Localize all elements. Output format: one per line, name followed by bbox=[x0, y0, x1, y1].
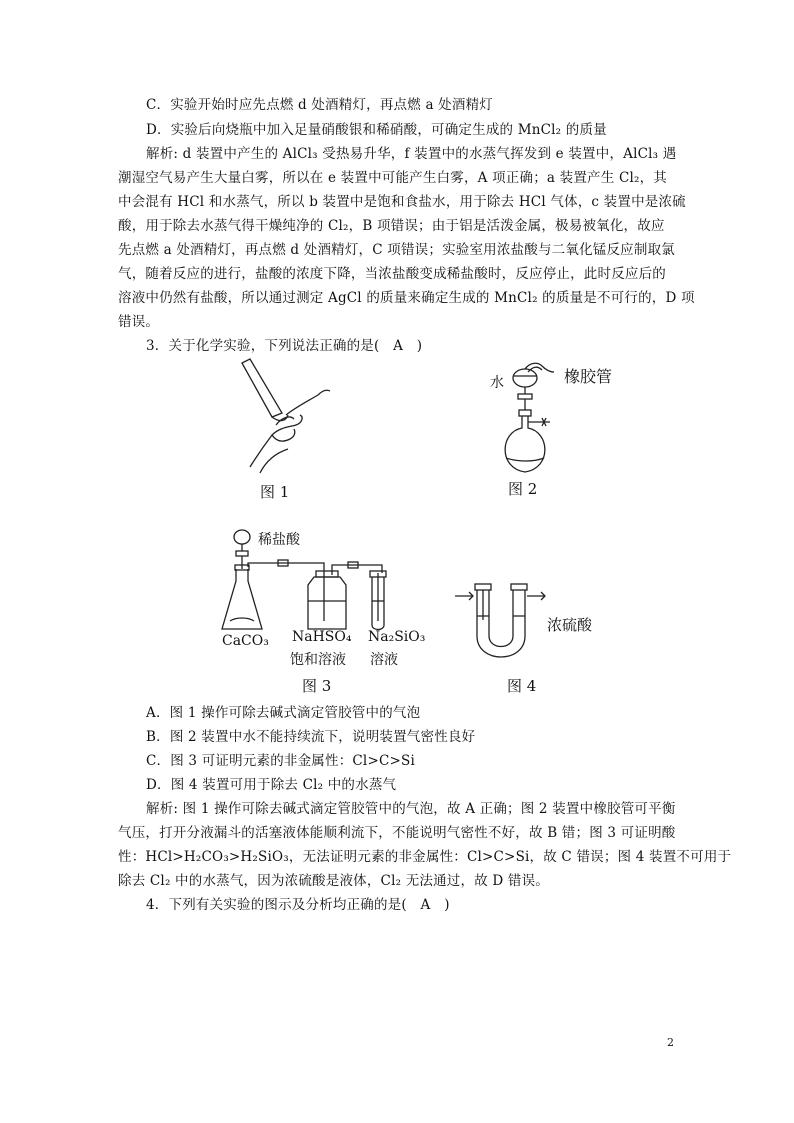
option-d-line: D．实验后向烧瓶中加入足量硝酸银和稀硝酸，可确定生成的 MnCl₂ 的质量 bbox=[146, 122, 607, 138]
fig2-caption: 图 2 bbox=[508, 480, 538, 498]
analysis-line: 性：HCl>H₂CO₃>H₂SiO₃，无法证明元素的非金属性：Cl>C>Si，故 C 错误；图 4 装置不可用于 bbox=[118, 849, 732, 865]
fig3-solution-label: 溶液 bbox=[370, 652, 398, 668]
fig4-caption: 图 4 bbox=[507, 677, 537, 695]
analysis-line: 错误。 bbox=[118, 314, 160, 330]
fig3-caption: 图 3 bbox=[302, 677, 332, 695]
analysis-line: 除去 Cl₂ 中的水蒸气，因为浓硫酸是液体，Cl₂ 无法通过，故 D 错误。 bbox=[118, 873, 549, 889]
option-a-line: A．图 1 操作可除去碱式滴定管胶管中的气泡 bbox=[146, 705, 421, 721]
fig3-caco3-label: CaCO₃ bbox=[222, 633, 269, 649]
analysis-line: 潮湿空气易产生大量白雾，所以在 e 装置中可能产生白雾，A 项正确；a 装置产生 Cl₂，其 bbox=[118, 170, 668, 186]
fig4-acid-label: 浓硫酸 bbox=[547, 616, 593, 634]
question-3: 3．关于化学实验，下列说法正确的是( A ) bbox=[146, 338, 423, 354]
analysis-line: 先点燃 a 处酒精灯，再点燃 d 处酒精灯，C 项错误；实验室用浓盐酸与二氧化锰反应制取氯 bbox=[118, 242, 675, 258]
fig2-water-label: 水 bbox=[490, 375, 504, 391]
option-c-line: C．实验开始时应先点燃 d 处酒精灯，再点燃 a 处酒精灯 bbox=[146, 97, 493, 113]
analysis-line: 溶液中仍然有盐酸，所以通过测定 AgCl 的质量来确定生成的 MnCl₂ 的质量是不可行的，D 项 bbox=[118, 290, 695, 306]
fig3-saturated-label: 饱和溶液 bbox=[290, 652, 346, 668]
fig3-nahso4-label: NaHSO₄ bbox=[292, 629, 352, 645]
analysis-line: 气压，打开分液漏斗的活塞液体能顺利流下，不能说明气密性不好，故 B 错；图 3 可证明酸 bbox=[118, 825, 676, 841]
option-c-line: C．图 3 可证明元素的非金属性：Cl>C>Si bbox=[146, 753, 415, 769]
analysis-line: 酸，用于除去水蒸气得干燥纯净的 Cl₂，B 项错误；由于铝是活泼金属，极易被氧化，故应 bbox=[118, 218, 665, 234]
question-4: 4．下列有关实验的图示及分析均正确的是( A ) bbox=[146, 897, 450, 913]
option-b-line: B．图 2 装置中水不能持续流下，说明装置气密性良好 bbox=[146, 729, 476, 745]
fig2-tube-label: 橡胶管 bbox=[564, 367, 613, 386]
figure-4 bbox=[455, 580, 625, 695]
analysis-line: 解析: 图 1 操作可除去碱式滴定管胶管中的气泡，故 A 正确；图 2 装置中橡胶管可平衡 bbox=[146, 801, 676, 817]
fig3-acid-label: 稀盐酸 bbox=[258, 532, 300, 548]
figure-2 bbox=[480, 360, 620, 498]
analysis-line: 解析: d 装置中产生的 AlCl₃ 受热易升华，f 装置中的水蒸气挥发到 e 装置中，AlCl₃ 遇 bbox=[146, 146, 677, 162]
fig1-caption: 图 1 bbox=[260, 483, 290, 501]
analysis-line: 中会混有 HCl 和水蒸气，所以 b 装置中是饱和食盐水，用于除去 HCl 气体，c 装置中是浓硫 bbox=[118, 194, 686, 210]
figure-3 bbox=[222, 525, 442, 695]
figure-1 bbox=[230, 355, 340, 501]
analysis-line: 气，随着反应的进行，盐酸的浓度下降，当浓盐酸变成稀盐酸时，反应停止，此时反应后的 bbox=[118, 266, 666, 282]
page-number: 2 bbox=[667, 1036, 674, 1049]
option-d-line: D．图 4 装置可用于除去 Cl₂ 中的水蒸气 bbox=[146, 777, 397, 793]
fig3-na2sio3-label: Na₂SiO₃ bbox=[368, 629, 426, 645]
